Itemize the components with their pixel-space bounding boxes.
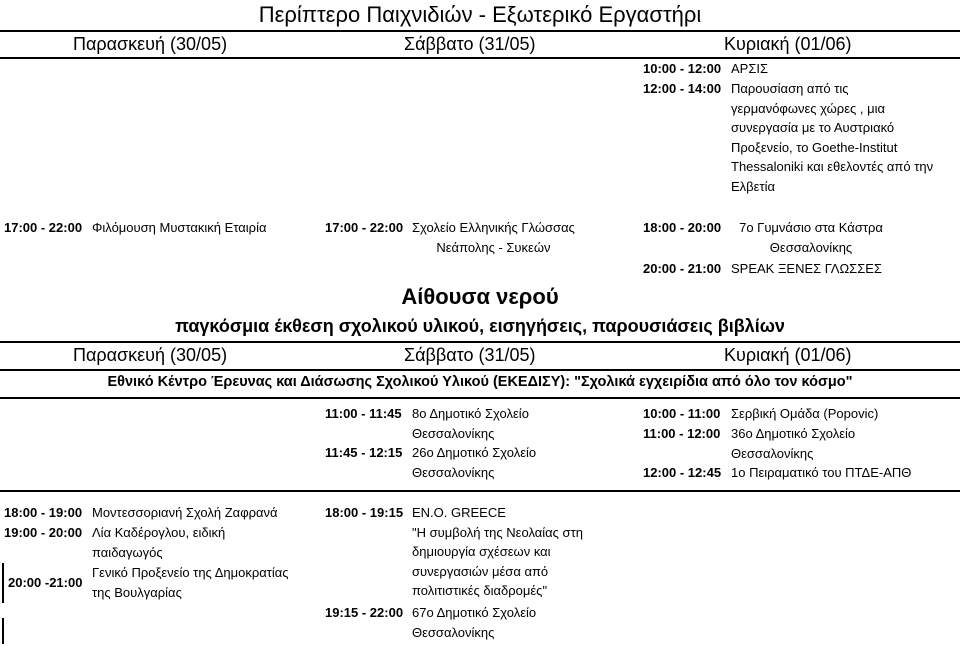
item-desc-line: της Βουλγαρίας <box>92 584 182 600</box>
day-header-saturday: Σάββατο (31/05) <box>404 34 536 54</box>
item-time: 10:00 - 11:00 <box>643 406 721 421</box>
item-desc-line: 67ο Δημοτικό Σχολείο <box>412 605 537 620</box>
item-desc-line: Λία Καδέρογλου, ειδική <box>92 525 226 540</box>
bracket-line <box>2 563 4 603</box>
item-desc-line: 7ο Γυμνάσιο στα Κάστρα <box>739 220 883 235</box>
item-desc <box>412 503 583 601</box>
item-time: 19:00 - 20:00 <box>4 525 83 540</box>
day-header-friday: Παρασκευή (30/05) <box>73 345 228 365</box>
schedule-item <box>4 503 314 523</box>
item-desc <box>412 218 575 257</box>
item-desc-line: Γενικό Προξενείο της Δημοκρατίας <box>92 565 289 580</box>
day-header-sunday: Κυριακή (01/06) <box>724 34 852 54</box>
day-header-sunday: Κυριακή (01/06) <box>724 345 852 365</box>
item-time: 18:00 - 19:00 <box>4 505 83 520</box>
divider <box>0 369 960 371</box>
item-desc <box>731 404 878 424</box>
item-desc-line: Θεσσαλονίκης <box>412 624 495 640</box>
item-desc: Φιλόμουση Μυστακική Εταιρία <box>92 220 267 235</box>
divider <box>0 397 960 399</box>
item-desc <box>412 443 536 482</box>
item-desc <box>92 503 278 523</box>
item-desc <box>92 563 289 602</box>
item-desc-line: Παρουσίαση από τις <box>731 81 849 96</box>
day-header-saturday: Σάββατο (31/05) <box>404 345 536 365</box>
item-desc <box>731 463 911 483</box>
item-time: 12:00 - 14:00 <box>643 81 722 96</box>
schedule-item <box>8 563 318 602</box>
schedule-item <box>325 503 625 601</box>
item-time: 11:00 - 12:00 <box>643 426 721 441</box>
item-desc-line: δημιουργία σχέσεων και <box>412 544 551 559</box>
item-desc-line: γερμανόφωνες χώρες , μια <box>731 100 885 116</box>
item-desc-line: 1ο Πειραματικό του ΠΤΔΕ-ΑΠΘ <box>731 465 912 480</box>
item-time: 18:00 - 19:15 <box>325 505 404 520</box>
item-desc-line: Θεσσαλονίκης <box>731 445 814 461</box>
item-desc-line: "Η συμβολή της Νεολαίας στη <box>412 524 583 540</box>
divider <box>0 490 960 492</box>
item-desc-line: παιδαγωγός <box>92 544 163 560</box>
item-desc <box>412 404 529 443</box>
schedule-item <box>643 259 953 279</box>
schedule-item <box>4 523 314 562</box>
item-desc <box>92 523 225 562</box>
item-desc-line: συνεργασιών μέσα από <box>412 563 549 579</box>
item-desc: ΑΡΣΙΣ <box>731 61 769 76</box>
item-desc-line: ΕΝ.Ο. GREECE <box>412 505 506 520</box>
item-desc-line: 36ο Δημοτικό Σχολείο <box>731 426 856 441</box>
item-time: 20:00 - 21:00 <box>643 261 722 276</box>
item-desc-line: Νεάπολης - Συκεών <box>436 239 551 255</box>
day-header-friday: Παρασκευή (30/05) <box>73 34 228 54</box>
item-time: 10:00 - 12:00 <box>643 61 722 76</box>
item-desc-line: συνεργασία με το Αυστριακό <box>731 120 895 135</box>
item-desc-line: Θεσσαλονίκης <box>769 239 853 255</box>
item-desc-line: 26ο Δημοτικό Σχολείο <box>412 445 537 460</box>
item-desc: SPEAK ΞΕΝΕΣ ΓΛΩΣΣΕΣ <box>731 261 882 276</box>
schedule-item <box>325 443 625 482</box>
divider <box>0 30 960 32</box>
item-time: 20:00 -21:00 <box>8 575 83 590</box>
schedule-item <box>643 463 958 483</box>
schedule-item <box>643 79 955 196</box>
item-desc-line: Σερβική Ομάδα (Popovic) <box>731 406 879 421</box>
item-time: 12:00 - 12:45 <box>643 465 722 480</box>
schedule-item <box>325 603 625 642</box>
item-time: 11:45 - 12:15 <box>325 445 403 460</box>
schedule-item <box>643 404 953 424</box>
schedule-item <box>4 218 304 238</box>
item-time: 17:00 - 22:00 <box>325 220 404 235</box>
item-desc-line: Θεσσαλονίκης <box>412 425 495 441</box>
item-desc-line: Ελβετία <box>731 178 775 194</box>
item-desc-line: Σχολείο Ελληνικής Γλώσσας <box>412 220 575 235</box>
divider <box>0 341 960 343</box>
banner: Εθνικό Κέντρο Έρευνας και Διάσωσης Σχολικού Υλικού (ΕΚΕΔΙΣΥ): "Σχολικά εγχειρίδια από όλο τον κόσμο" <box>107 374 853 390</box>
item-time: 19:15 - 22:00 <box>325 605 404 620</box>
item-desc-line: Μοντεσσοριανή Σχολή Ζαφρανά <box>92 505 278 520</box>
schedule-item <box>325 404 625 443</box>
schedule-item <box>643 59 953 79</box>
section1-title: Περίπτερο Παιχνιδιών - Εξωτερικό Εργαστήρι <box>258 2 702 27</box>
schedule-item <box>643 218 953 257</box>
section2-title: Αίθουσα νερού <box>401 284 559 309</box>
schedule-item <box>325 218 625 257</box>
item-desc <box>731 218 891 257</box>
item-desc-line: Thessaloniki και εθελοντές από την <box>731 159 934 174</box>
schedule-item <box>643 424 953 463</box>
section2-subtitle: παγκόσμια έκθεση σχολικού υλικού, εισηγήσεις, παρουσιάσεις βιβλίων <box>175 316 785 336</box>
item-desc <box>731 79 933 196</box>
item-desc-line: Θεσσαλονίκης <box>412 464 495 480</box>
bracket-line <box>2 618 4 644</box>
item-time: 17:00 - 22:00 <box>4 220 83 235</box>
item-desc <box>412 603 536 642</box>
item-desc-line: 8ο Δημοτικό Σχολείο <box>412 406 529 421</box>
item-desc-line: Προξενείο, το Goethe-Institut <box>731 139 898 155</box>
item-desc <box>731 424 855 463</box>
item-desc-line: πολιτιστικές διαδρομές" <box>412 583 548 598</box>
item-time: 11:00 - 11:45 <box>325 406 402 421</box>
item-time: 18:00 - 20:00 <box>643 220 722 235</box>
